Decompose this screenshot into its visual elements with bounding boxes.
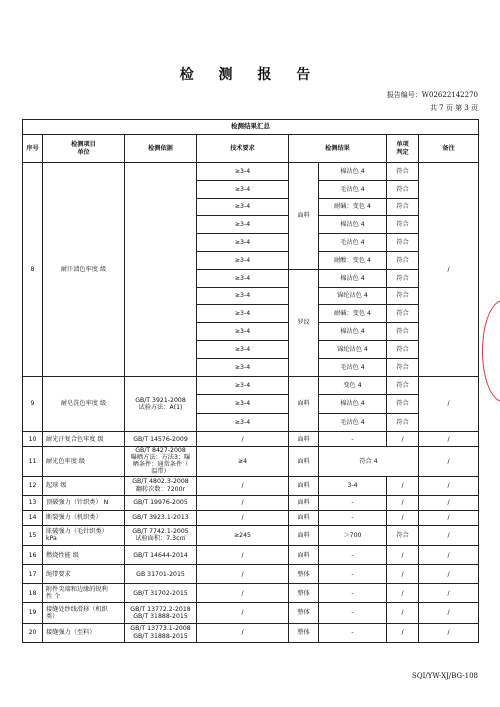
row-result: -	[319, 546, 387, 565]
row-judge: /	[387, 603, 419, 624]
row-item-text: 耐光色牢度 级	[46, 457, 86, 465]
table-row	[23, 584, 479, 603]
row-item-text: 胀破强力（毛针织类） kPa	[46, 528, 108, 543]
row-basis-text: GB/T 4802.3-2008 翻转次数：7200r	[132, 478, 189, 493]
row-part: 面料	[289, 447, 319, 477]
table-row	[23, 495, 479, 510]
row8-result: 毛沾色 4	[319, 180, 387, 198]
row-part: 面料	[289, 432, 319, 447]
row8-tech: ≥3-4	[197, 269, 289, 287]
row-judge: /	[387, 584, 419, 603]
row-basis-text: GB/T 13773.1-2008 GB/T 31888-2015	[130, 625, 191, 640]
table-row	[23, 546, 479, 565]
row-item	[43, 623, 125, 642]
row-basis	[125, 510, 197, 525]
row-remark: /	[419, 565, 479, 584]
row-remark: /	[419, 623, 479, 642]
table-row	[23, 565, 479, 584]
row-item-text: 接缝强力（至料）	[46, 629, 96, 636]
row8-tech: ≥3-4	[197, 251, 289, 269]
table-row	[23, 510, 479, 525]
table-row	[23, 623, 479, 642]
row-item	[43, 565, 125, 584]
row8-tech: ≥3-4	[197, 234, 289, 252]
row-result: 符合 4	[319, 447, 419, 477]
table-row	[23, 447, 479, 477]
row-no: 12	[23, 476, 43, 495]
row-result: -	[319, 623, 387, 642]
row8-result: 棉沾色 4	[319, 269, 387, 287]
row-item-text: 顶破强力（针织类） N	[46, 499, 109, 506]
header-judge-label: 单项 判定	[396, 141, 409, 156]
row-no: 19	[23, 603, 43, 624]
row-item	[43, 447, 125, 477]
row-no: 14	[23, 510, 43, 525]
row8-tech: ≥3-4	[197, 305, 289, 323]
row-remark: /	[419, 447, 479, 477]
row-basis-text: GB/T 8427-2008 曝晒方法：方法3；曝 晒条件：通常条件（ 温带）	[130, 447, 191, 476]
header-no: 序号	[23, 135, 43, 163]
row-item-text: 附件尖端和边缘的锐利 性 个	[46, 585, 108, 601]
row8-judge: 符合	[387, 323, 419, 341]
row-item-text: 燃烧性能 级	[46, 551, 79, 559]
table-caption: 检测结果汇总	[23, 120, 479, 135]
row-basis	[125, 584, 197, 603]
row9-item: 耐皂洗色牢度 级	[43, 376, 125, 432]
row-basis	[125, 476, 197, 495]
row-result: -	[319, 603, 387, 624]
row-tech: /	[197, 623, 289, 642]
row-item-text: 绳带要求	[46, 570, 71, 578]
row-no: 16	[23, 546, 43, 565]
row9-tech: ≥3-4	[197, 395, 289, 414]
row8-result: 棉沾色 4	[319, 323, 387, 341]
row-tech: /	[197, 510, 289, 525]
row9-basis	[125, 376, 197, 432]
row9-remark: /	[419, 376, 479, 432]
row8-result: 棉沾色 4	[319, 216, 387, 234]
row-basis-text: GB/T 19976-2005	[133, 499, 188, 506]
row-item	[43, 510, 125, 525]
row8-basis	[125, 163, 197, 377]
row9-result: 毛沾色 4	[319, 413, 387, 432]
table-row	[23, 376, 479, 395]
row-part: 整体	[289, 584, 319, 603]
row-result: -	[319, 432, 387, 447]
row8-result: 锦纶沾色 4	[319, 340, 387, 358]
row-no: 13	[23, 495, 43, 510]
row-part: 整体	[289, 565, 319, 584]
row8-result: 锦纶沾色 4	[319, 287, 387, 305]
row-tech: /	[197, 432, 289, 447]
row-part: 面料	[289, 546, 319, 565]
results-table	[22, 119, 479, 643]
row9-part: 面料	[289, 376, 319, 432]
row-part: 面料	[289, 510, 319, 525]
row8-no: 8	[23, 163, 43, 377]
row-result: -	[319, 495, 387, 510]
row-remark: /	[419, 603, 479, 624]
row-tech: /	[197, 546, 289, 565]
table-row	[23, 476, 479, 495]
row-result: -	[319, 565, 387, 584]
table-row	[23, 525, 479, 546]
row8-tech: ≥3-4	[197, 287, 289, 305]
row-part: 面料	[289, 525, 319, 546]
row-no: 18	[23, 584, 43, 603]
row8-item: 耐汗渍色牢度 级	[43, 163, 125, 377]
row-remark: /	[419, 432, 479, 447]
row-no: 17	[23, 565, 43, 584]
row-judge: /	[387, 476, 419, 495]
row-tech: /	[197, 584, 289, 603]
row-item	[43, 525, 125, 546]
row-tech: ≥245	[197, 525, 289, 546]
row8-tech: ≥3-4	[197, 163, 289, 181]
row-judge: 符合	[387, 525, 419, 546]
row-basis-text: GB/T 31702-2015	[133, 589, 188, 597]
row8-part: 罗纹	[289, 269, 319, 376]
row8-judge: 符合	[387, 305, 419, 323]
header-item-label: 检测项目 单位	[71, 141, 96, 156]
row8-judge: 符合	[387, 216, 419, 234]
row-basis	[125, 432, 197, 447]
row-basis	[125, 525, 197, 546]
row-remark: /	[419, 546, 479, 565]
row-basis	[125, 565, 197, 584]
header-remark: 备注	[419, 135, 479, 163]
row-basis-text: GB/T 13772.2-2018 GB/T 31888-2015	[130, 605, 191, 620]
row-basis-text: GB/T 14576-2009	[133, 435, 188, 443]
row-result: -	[319, 510, 387, 525]
row-item	[43, 476, 125, 495]
row-remark: /	[419, 584, 479, 603]
row-basis	[125, 603, 197, 624]
row-item	[43, 495, 125, 510]
header-basis: 检测依据	[125, 135, 197, 163]
row-no: 15	[23, 525, 43, 546]
row-remark: /	[419, 525, 479, 546]
row-basis-text: GB/T 14644-2014	[133, 551, 188, 559]
row8-result: 耐碱：变色 4	[319, 198, 387, 216]
header-tech: 技术要求	[197, 135, 289, 163]
page-info: 共 7 页 第 3 页	[429, 104, 478, 112]
row-item	[43, 432, 125, 447]
row9-tech: ≥3-4	[197, 376, 289, 395]
row8-judge: 符合	[387, 180, 419, 198]
row-part: 整体	[289, 623, 319, 642]
row9-result: 棉沾色 4	[319, 395, 387, 414]
report-title: 检 测 报 告	[179, 67, 321, 83]
row-basis	[125, 623, 197, 642]
row-judge: /	[387, 546, 419, 565]
table-row	[23, 432, 479, 447]
row8-tech: ≥3-4	[197, 180, 289, 198]
row-part: 面料	[289, 495, 319, 510]
row9-basis-text: GB/T 3921-2008 试验方法：A(1)	[135, 396, 186, 411]
row-basis-text: GB 31701-2015	[136, 570, 185, 578]
row-tech: /	[197, 565, 289, 584]
row-result: -	[319, 584, 387, 603]
row-judge: /	[387, 510, 419, 525]
row-basis-text: GB/T 7742.1-2005 试验面积：7.3c㎡	[132, 528, 189, 543]
row9-result: 变色 4	[319, 376, 387, 395]
row8-judge: 符合	[387, 287, 419, 305]
row-basis-text: GB/T 3923.1-2013	[132, 514, 189, 521]
row-item-text: 耐光汗复合色牢度 级	[46, 435, 104, 443]
row9-no: 9	[23, 376, 43, 432]
row8-remark: /	[419, 163, 479, 377]
row8-judge: 符合	[387, 340, 419, 358]
row8-judge: 符合	[387, 234, 419, 252]
row8-tech: ≥3-4	[197, 198, 289, 216]
row8-result: 毛沾色 4	[319, 358, 387, 376]
row8-tech: ≥3-4	[197, 358, 289, 376]
row-tech: /	[197, 476, 289, 495]
row-remark: /	[419, 495, 479, 510]
row-tech: /	[197, 603, 289, 624]
row-item-text: 接缝处纱线滑移（机织 类）	[46, 605, 108, 620]
row-basis	[125, 447, 197, 477]
row8-judge: 符合	[387, 198, 419, 216]
row9-judge: 符合	[387, 376, 419, 395]
footer-code: SQI/YW-XJ/BG-108	[412, 672, 478, 680]
row9-judge: 符合	[387, 413, 419, 432]
row8-judge: 符合	[387, 269, 419, 287]
row9-judge: 符合	[387, 395, 419, 414]
row8-tech: ≥3-4	[197, 323, 289, 341]
header-judge	[387, 135, 419, 163]
row-remark: /	[419, 510, 479, 525]
row8-tech: ≥3-4	[197, 340, 289, 358]
table-row	[23, 603, 479, 624]
row-judge: /	[387, 623, 419, 642]
row-judge: /	[387, 565, 419, 584]
row-result: ＞700	[319, 525, 387, 546]
row8-part: 面料	[289, 163, 319, 270]
row-item-text: 断裂强力（机织类）	[46, 514, 102, 521]
row-tech: ≥4	[197, 447, 289, 477]
row-remark: /	[419, 476, 479, 495]
row-item-text: 起球 级	[46, 482, 67, 489]
row8-result: 毛沾色 4	[319, 234, 387, 252]
row-item	[43, 584, 125, 603]
row-judge: /	[387, 495, 419, 510]
row-result: 3-4	[319, 476, 387, 495]
row8-result: 棉沾色 4	[319, 163, 387, 181]
row-item	[43, 603, 125, 624]
row8-result: 耐碱：变色 4	[319, 305, 387, 323]
row-tech: /	[197, 495, 289, 510]
row8-tech: ≥3-4	[197, 216, 289, 234]
table-row	[23, 163, 479, 181]
row-item	[43, 546, 125, 565]
row8-judge: 符合	[387, 251, 419, 269]
report-number: 报告编号：W02622142270	[386, 91, 478, 99]
row8-result: 耐酸：变色 4	[319, 251, 387, 269]
row8-judge: 符合	[387, 358, 419, 376]
row9-tech: ≥3-4	[197, 413, 289, 432]
row-no: 20	[23, 623, 43, 642]
row-basis	[125, 546, 197, 565]
header-result: 检测结果	[289, 135, 387, 163]
row-no: 10	[23, 432, 43, 447]
header-item	[43, 135, 125, 163]
row-part: 面料	[289, 476, 319, 495]
row-judge: /	[387, 432, 419, 447]
row-no: 11	[23, 447, 43, 477]
row-basis	[125, 495, 197, 510]
row8-judge: 符合	[387, 163, 419, 181]
red-seal-stamp	[482, 300, 500, 402]
row-part: 整体	[289, 603, 319, 624]
